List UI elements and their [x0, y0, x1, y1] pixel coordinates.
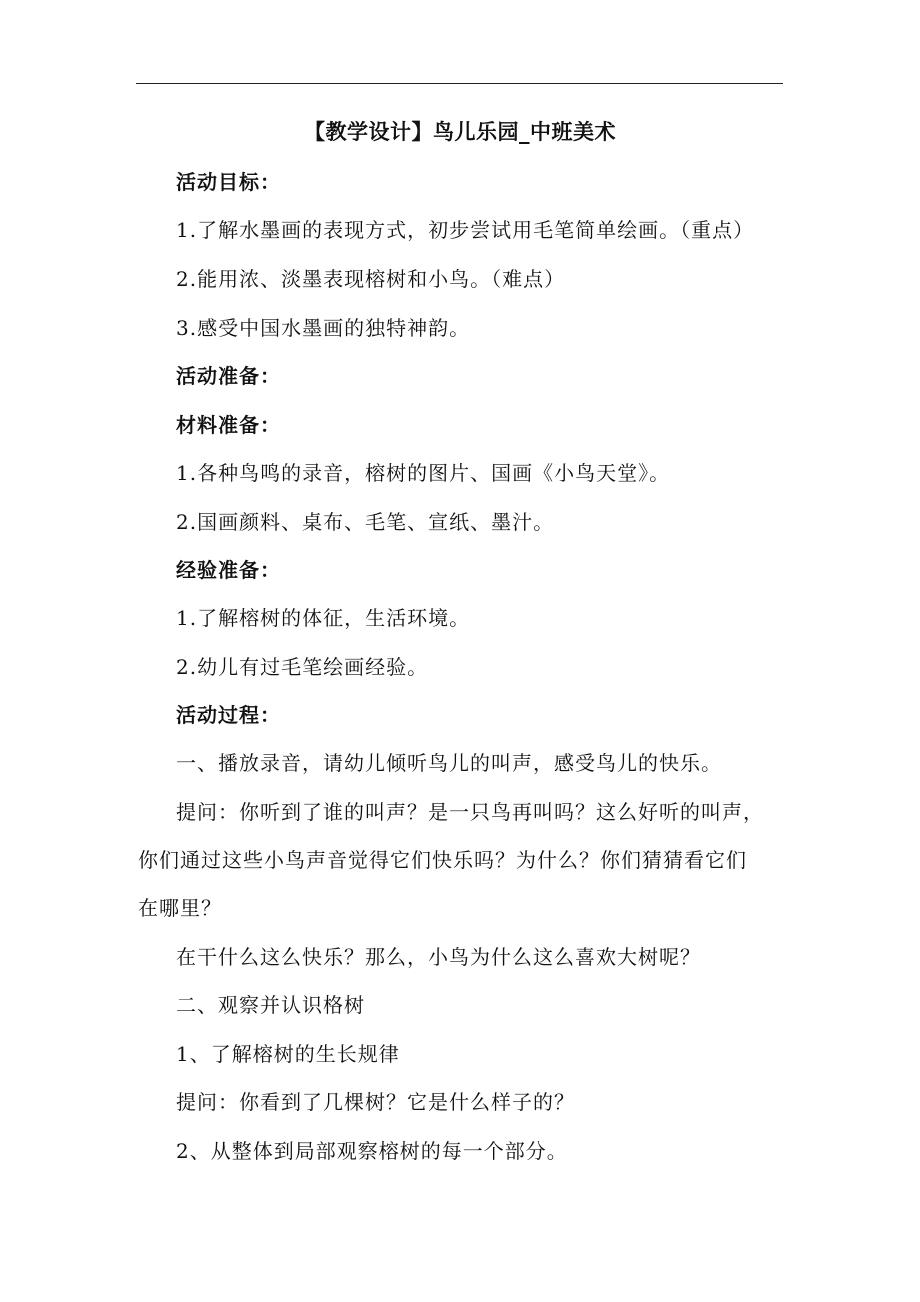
- process-step-1: 一、播放录音，请幼儿倾听鸟儿的叫声，感受鸟儿的快乐。: [176, 751, 722, 775]
- process-substep-2-2: 2、从整体到局部观察榕树的每一个部分。: [176, 1139, 568, 1163]
- material-heading: 材料准备：: [176, 413, 281, 437]
- question-line-3: 在哪里？: [138, 896, 222, 920]
- question-line-5: 提问：你看到了几棵树？它是什么样子的？: [176, 1090, 575, 1114]
- material-item-1: 1.各种鸟鸣的录音，榕树的图片、国画《小鸟天堂》。: [176, 461, 671, 485]
- experience-heading: 经验准备：: [176, 558, 281, 582]
- question-line-2: 你们通过这些小鸟声音觉得它们快乐吗？为什么？你们猜猜看它们: [138, 848, 747, 872]
- goal-item-1: 1.了解水墨画的表现方式，初步尝试用毛笔简单绘画。（重点）: [176, 218, 755, 242]
- process-step-2: 二、观察并认识格树: [176, 993, 365, 1017]
- experience-item-1: 1.了解榕树的体征，生活环境。: [176, 606, 471, 630]
- document-title: 【教学设计】鸟儿乐园_中班美术: [304, 120, 616, 144]
- material-item-2: 2.国画颜料、桌布、毛笔、宣纸、墨汁。: [176, 510, 555, 534]
- goal-item-2: 2.能用浓、淡墨表现榕树和小鸟。（难点）: [176, 267, 566, 291]
- prep-heading: 活动准备：: [176, 364, 281, 388]
- question-line-1: 提问：你听到了谁的叫声？是一只鸟再叫吗？这么好听的叫声，: [176, 800, 764, 824]
- process-substep-2-1: 1、了解榕树的生长规律: [176, 1042, 400, 1066]
- header-rule: [136, 83, 783, 84]
- goals-heading: 活动目标：: [176, 170, 281, 194]
- process-heading: 活动过程：: [176, 703, 281, 727]
- experience-item-2: 2.幼儿有过毛笔绘画经验。: [176, 655, 429, 679]
- question-line-4: 在干什么这么快乐？那么，小鸟为什么这么喜欢大树呢？: [176, 945, 701, 969]
- goal-item-3: 3.感受中国水墨画的独特神韵。: [176, 316, 471, 340]
